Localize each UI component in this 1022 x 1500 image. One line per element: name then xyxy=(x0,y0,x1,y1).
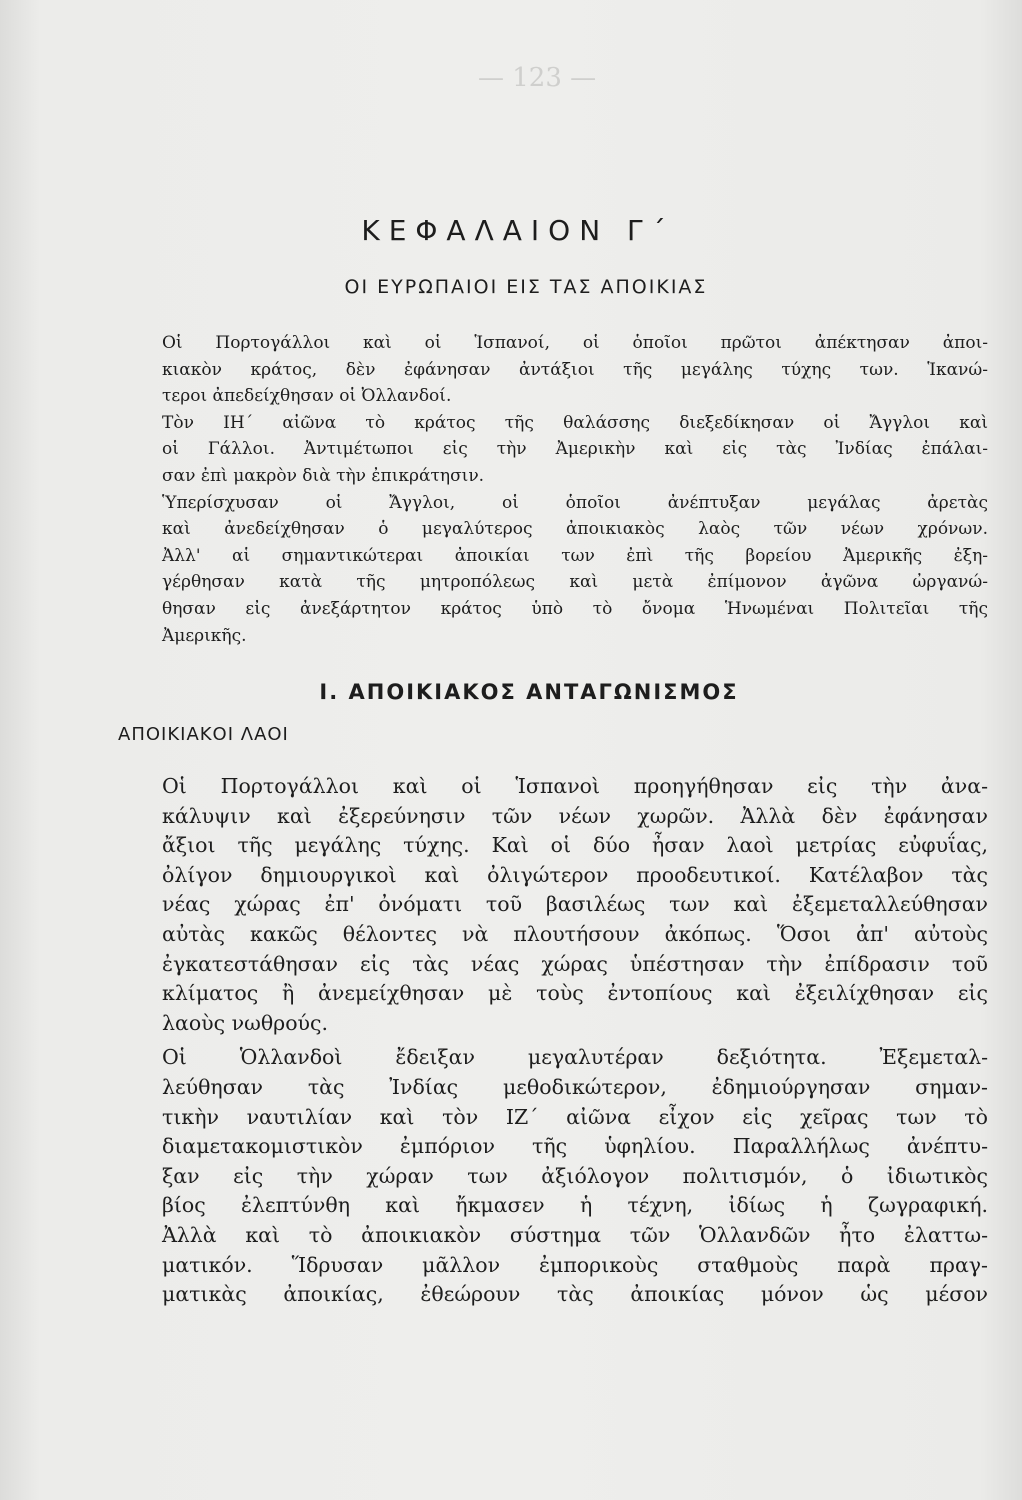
text-line: διαμετακομιστικὸν ἐμπόριον τῆς ὑφηλίου. Παραλλήλως ἀνέπτυ- xyxy=(162,1134,988,1159)
summary-paragraph xyxy=(118,330,988,410)
text-line: Οἱ Πορτογάλλοι καὶ οἱ Ἱσπανοί, οἱ ὁποῖοι πρῶτοι ἀπέκτησαν ἀποι- xyxy=(162,333,988,353)
section-heading: Ι. ΑΠΟΙΚΙΑΚΟΣ ΑΝΤΑΓΩΝΙΣΜΟΣ xyxy=(319,680,739,704)
text-line: Ὑπερίσχυσαν οἱ Ἄγγλοι, οἱ ὁποῖοι ἀνέπτυξαν μεγάλας ἀρετὰς xyxy=(162,492,988,513)
text-line: κλίματος ἢ ἀνεμείχθησαν μὲ τοὺς ἐντοπίους καὶ ἐξειλίχθησαν εἰς xyxy=(162,981,988,1006)
text-line: ἄξιοι τῆς μεγάλης τύχης. Καὶ οἱ δύο ἦσαν λαοὶ μετρίας εὐφυΐας, xyxy=(162,833,988,858)
text-line: νέας χώρας ἐπ' ὀνόματι τοῦ βασιλέως των καὶ ἐξεμεταλλεύθησαν xyxy=(162,892,988,917)
text-line: κάλυψιν καὶ ἐξερεύνησιν τῶν νέων χωρῶν. Ἀλλὰ δὲν ἐφάνησαν xyxy=(162,803,988,828)
text-line: Ἀλλὰ καὶ τὸ ἀποικιακὸν σύστημα τῶν Ὁλλανδῶν ἦτο ἐλαττω- xyxy=(162,1222,988,1247)
chapter-subtitle: ΟΙ ΕΥΡΩΠΑΙΟΙ ΕΙΣ ΤΑΣ ΑΠΟΙΚΙΑΣ xyxy=(344,276,708,298)
chapter-summary xyxy=(118,330,988,649)
text-line: Οἱ Πορτογάλλοι καὶ οἱ Ἱσπανοὶ προηγήθησαν εἰς τὴν ἀνα- xyxy=(162,774,988,798)
body-paragraph xyxy=(118,772,988,1038)
body-text xyxy=(118,772,988,1310)
text-line: γέρθησαν κατὰ τῆς μητροπόλεως καὶ μετὰ ἐπίμονον ἀγῶνα ὠργανώ- xyxy=(162,572,988,593)
text-line: ἐγκατεστάθησαν εἰς τὰς νέας χώρας ὑπέστησαν τὴν ἐπίδρασιν τοῦ xyxy=(162,951,988,976)
text-line: Ἀλλ' αἱ σημαντικώτεραι ἀποικίαι των ἐπὶ τῆς βορείου Ἀμερικῆς ἐξη- xyxy=(162,545,988,566)
body-paragraph xyxy=(118,1043,988,1309)
summary-paragraph xyxy=(118,490,988,650)
text-line: ξαν εἰς τὴν χώραν των ἀξιόλογον πολιτισμόν, ὁ ἰδιωτικὸς xyxy=(162,1163,988,1188)
text-line: τεροι ἀπεδείχθησαν οἱ Ὀλλανδοί. xyxy=(162,386,452,407)
text-line: Ἀμερικῆς. xyxy=(162,625,247,646)
text-line: ματικὰς ἀποικίας, ἐθεώρουν τὰς ἀποικίας μόνον ὡς μέσον xyxy=(162,1282,988,1307)
text-line: τικὴν ναυτιλίαν καὶ τὸν ΙΖ΄ αἰῶνα εἶχον εἰς χεῖρας των τὸ xyxy=(162,1104,988,1129)
text-line: σαν ἐπὶ μακρὸν διὰ τὴν ἐπικράτησιν. xyxy=(162,465,485,486)
text-line: αὐτὰς κακῶς θέλοντες νὰ πλουτήσουν ἀκόπως. Ὅσοι ἀπ' αὐτοὺς xyxy=(162,921,988,946)
text-line: καὶ ἀνεδείχθησαν ὁ μεγαλύτερος ἀποικιακὸς λαὸς τῶν νέων χρόνων. xyxy=(162,519,988,540)
bleed-through-page-number: — 123 — xyxy=(478,63,597,93)
text-line: ὀλίγον δημιουργικοὶ καὶ ὀλιγώτερον προοδευτικοί. Κατέλαβον τὰς xyxy=(162,862,988,887)
text-line: ματικόν. Ἵδρυσαν μᾶλλον ἐμπορικοὺς σταθμοὺς παρὰ πραγ- xyxy=(162,1252,988,1277)
chapter-title: ΚΕΦΑΛΑΙΟΝ Γ΄ xyxy=(361,214,675,247)
text-line: λαοὺς νωθρούς. xyxy=(162,1010,329,1035)
text-line: θησαν εἰς ἀνεξάρτητον κράτος ὑπὸ τὸ ὄνομα Ἡνωμέναι Πολιτεῖαι τῆς xyxy=(162,598,988,619)
text-line: Οἱ Ὁλλανδοὶ ἔδειξαν μεγαλυτέραν δεξιότητα. Ἐξεμεταλ- xyxy=(162,1045,988,1070)
text-line: λεύθησαν τὰς Ἰνδίας μεθοδικώτερον, ἐδημιούργησαν σημαν- xyxy=(162,1074,988,1099)
summary-paragraph xyxy=(118,410,988,490)
subsection-heading: ΑΠΟΙΚΙΑΚΟΙ ΛΑΟΙ xyxy=(118,724,289,745)
text-line: βίος ἐλεπτύνθη καὶ ἤκμασεν ἡ τέχνη, ἰδίως ἡ ζωγραφική. xyxy=(162,1193,988,1218)
text-line: οἱ Γάλλοι. Ἀντιμέτωποι εἰς τὴν Ἀμερικὴν καὶ εἰς τὰς Ἰνδίας ἐπάλαι- xyxy=(162,439,988,460)
text-line: Τὸν ΙΗ΄ αἰῶνα τὸ κράτος τῆς θαλάσσης διεξεδίκησαν οἱ Ἄγγλοι καὶ xyxy=(162,412,988,433)
text-line: κιακὸν κράτος, δὲν ἐφάνησαν ἀντάξιοι τῆς μεγάλης τύχης των. Ἱκανώ- xyxy=(162,359,988,380)
